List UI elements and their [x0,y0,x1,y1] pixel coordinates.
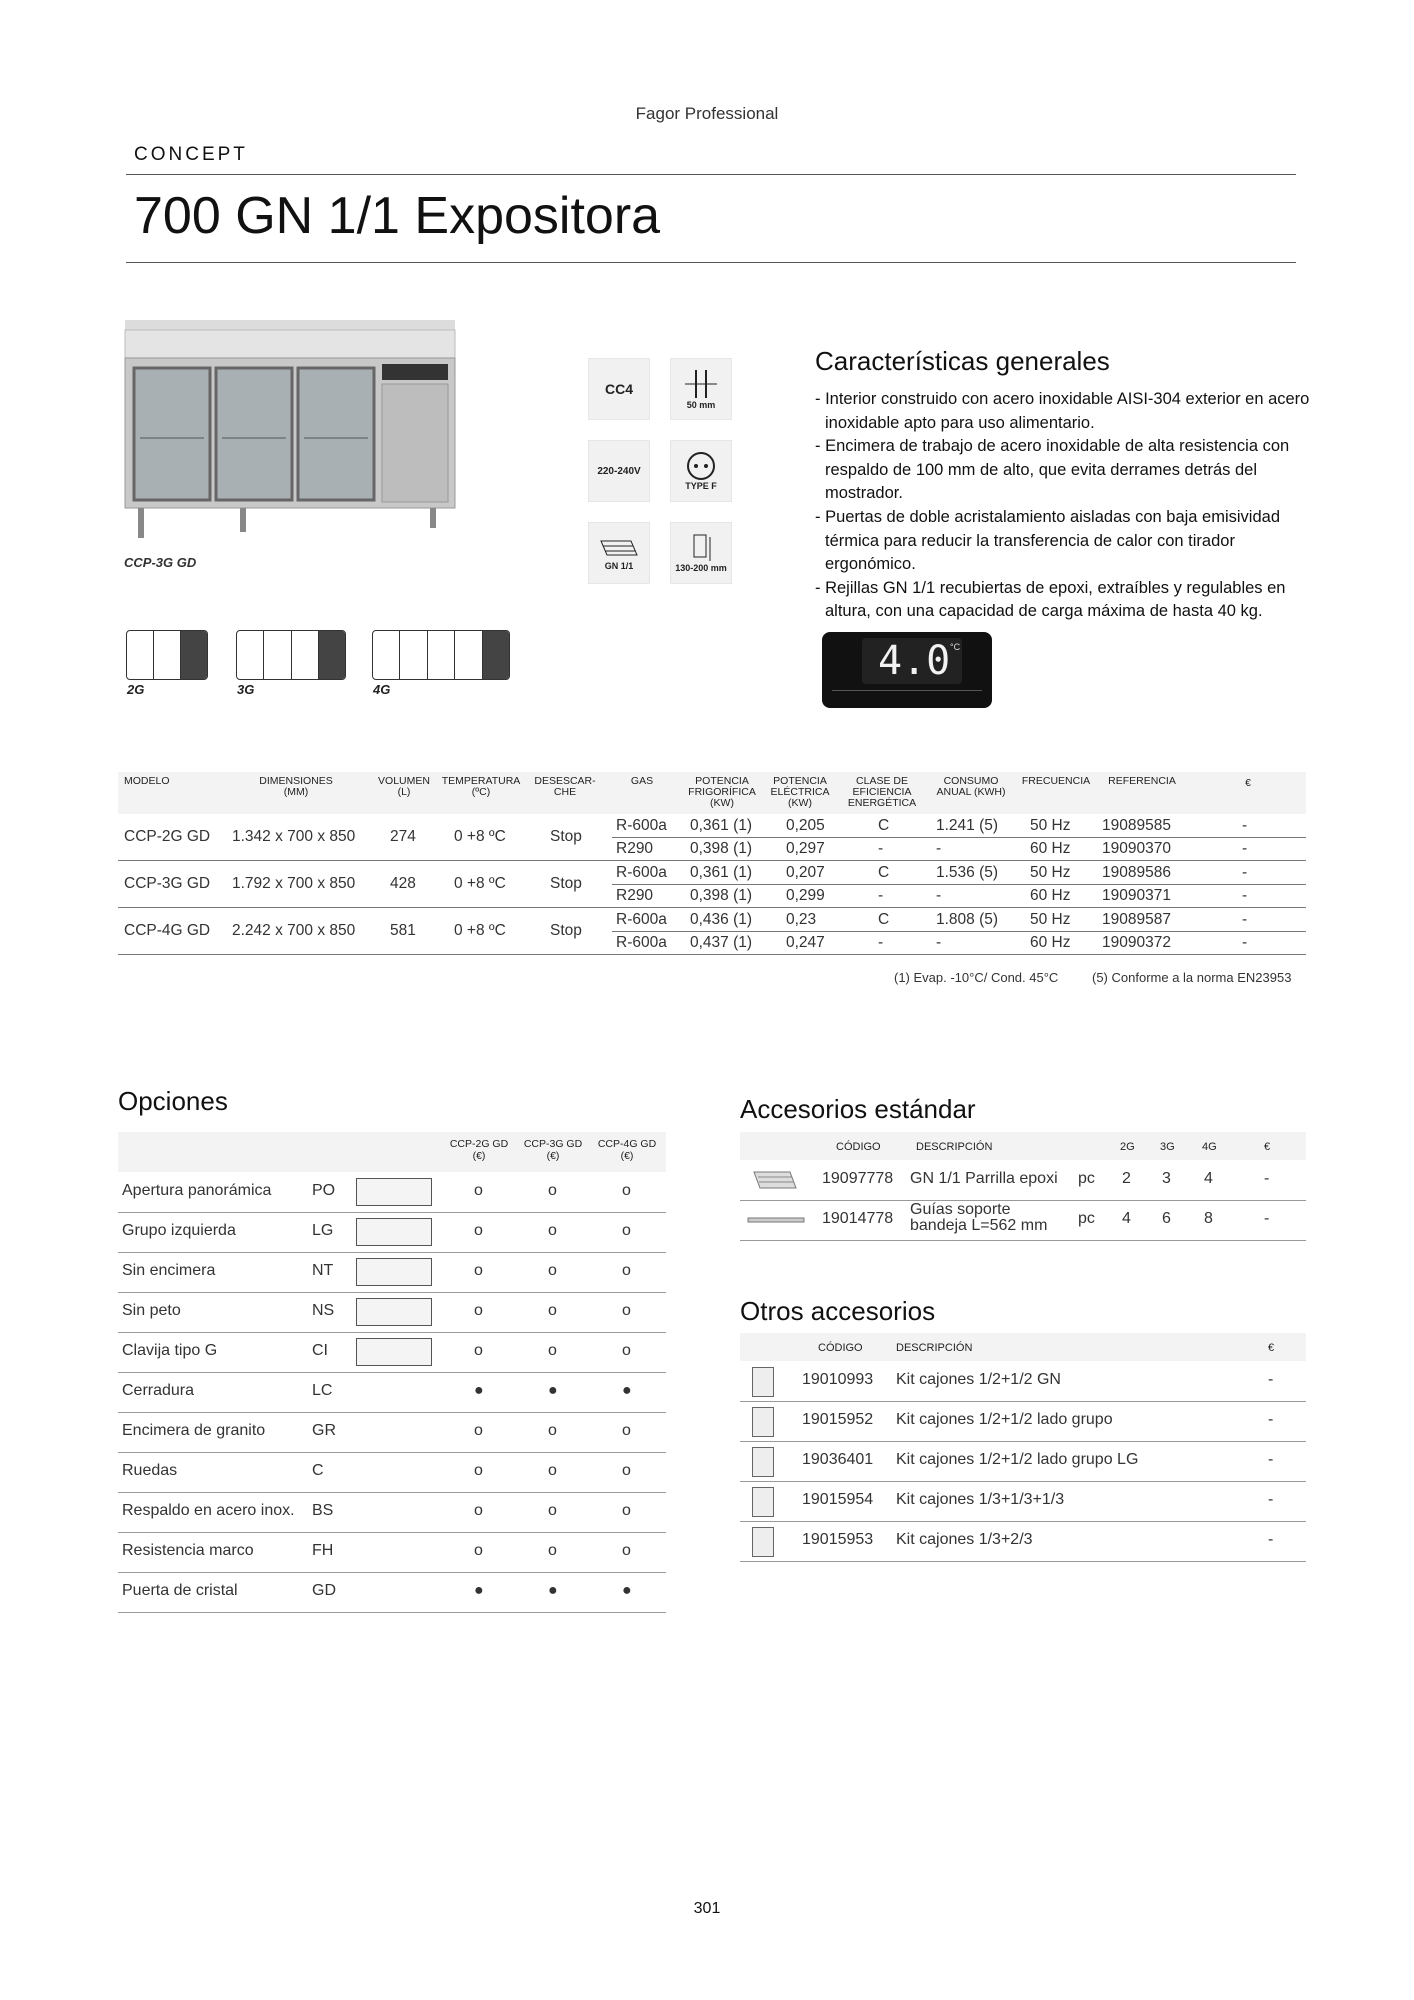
spec-desescarche: Stop [550,828,582,845]
col-frecuencia: FRECUENCIA [1021,775,1091,787]
accesorio-euro: - [1264,1210,1270,1227]
opcion-name: Grupo izquierda [122,1222,236,1239]
spec-euro: - [1242,864,1248,881]
spec-modelo: CCP-2G GD [124,828,211,845]
opcion-ccp-4g: o [622,1182,631,1199]
opcion-code: GD [312,1582,336,1599]
config-4g-diagram [372,630,510,680]
feature-item: - Rejillas GN 1/1 recubiertas de epoxi, extraíbles y regulables en altura, con una capacidad de carga máxima de hasta 40 kg. [815,578,1286,621]
opcion-code: GR [312,1422,336,1439]
col-consumo: CONSUMO ANUAL (KWH) [936,775,1006,798]
spec-gas: R-600a [616,911,667,928]
accesorio-desc-line1: Guías soporte [910,1201,1011,1218]
spec-desescarche: Stop [550,875,582,892]
spec-consumo: 1.241 (5) [936,817,999,834]
spec-pot-elec: 0,299 [786,887,825,904]
leg-height-icon [686,533,716,563]
opcion-name: Respaldo en acero inox. [122,1502,295,1519]
spec-desescarche: Stop [550,922,582,939]
col-codigo: CÓDIGO [818,1342,863,1354]
otro-accesorio-row [740,1481,1306,1522]
legs-icon [670,522,732,584]
spec-consumo: - [936,934,942,951]
opcion-diagram [356,1338,432,1366]
opcion-ccp-3g: o [548,1222,557,1239]
series-label: CONCEPT [134,144,248,165]
opcion-code: C [312,1462,324,1479]
opcion-name: Ruedas [122,1462,178,1479]
otro-accesorio-row [740,1521,1306,1562]
accesorio-desc: GN 1/1 Parrilla epoxi [910,1170,1058,1187]
otro-code: 19036401 [802,1451,874,1468]
opcion-row [118,1532,666,1573]
config-label: 3G [237,682,255,697]
spec-modelo: CCP-3G GD [124,875,211,892]
spec-pot-frig: 0,436 (1) [690,911,753,928]
gap-icon [670,358,732,420]
opcion-row [118,1292,666,1333]
opcion-ccp-4g: ● [622,1382,632,1399]
opcion-ccp-3g: o [548,1422,557,1439]
spec-gas: R290 [616,840,654,857]
drawer-kit-icon [752,1447,774,1477]
cc4-label: CC4 [604,381,633,397]
spec-temperatura: 0 +8 ºC [454,875,506,892]
row-divider [612,884,1306,885]
col-euro: € [1264,1141,1271,1153]
spec-referencia: 19090372 [1102,934,1171,951]
opcion-ccp-2g: o [474,1502,483,1519]
spec-clase: - [878,840,884,857]
opcion-name: Cerradura [122,1382,195,1399]
spec-consumo: 1.808 (5) [936,911,999,928]
opcion-ccp-3g: o [548,1462,557,1479]
plug-icon [670,440,732,502]
opcion-ccp-2g: ● [474,1582,484,1599]
opcion-ccp-2g: o [474,1262,483,1279]
col-4g: 4G [1202,1141,1217,1153]
col-2g: 2G [1120,1141,1135,1153]
page-number: 301 [693,1900,721,1917]
spec-clase: C [878,911,890,928]
features-list [815,388,1315,624]
accesorios-header [740,1132,1306,1160]
opcion-ccp-3g: ● [548,1382,558,1399]
divider [126,174,1296,175]
opcion-ccp-4g: o [622,1342,631,1359]
accesorio-4g: 4 [1204,1170,1213,1187]
col-ccp-4g: CCP-4G GD (€) [597,1138,657,1162]
opcion-code: NT [312,1262,334,1279]
spec-referencia: 19089586 [1102,864,1171,881]
opciones-header [118,1132,666,1172]
tray-icon [597,535,641,561]
opcion-ccp-2g: o [474,1342,483,1359]
spec-clase: C [878,864,890,881]
otro-accesorio-row [740,1441,1306,1482]
opcion-diagram [356,1178,432,1206]
spec-gas: R-600a [616,864,667,881]
spec-dimensiones: 2.242 x 700 x 850 [232,922,356,939]
opcion-ccp-4g: o [622,1462,631,1479]
feature-item: - Encimera de trabajo de acero inoxidable de alta resistencia con respaldo de 100 mm de alto, que evita derrames detrás del mostrador. [815,437,1290,503]
grid-shelf-icon [752,1168,798,1192]
drawer-kit-icon [752,1527,774,1557]
spec-clase: - [878,887,884,904]
spec-pot-elec: 0,247 [786,934,825,951]
otro-desc: Kit cajones 1/3+2/3 [896,1531,1033,1548]
gap-label: 50 mm [686,400,716,410]
product-image [120,318,470,543]
col-euro: € [1245,777,1251,789]
spec-frecuencia: 50 Hz [1030,864,1071,881]
spec-table-header [118,772,1306,814]
accesorio-2g: 2 [1122,1170,1131,1187]
spec-pot-frig: 0,437 (1) [690,934,753,951]
opcion-name: Sin peto [122,1302,181,1319]
otro-euro: - [1268,1451,1274,1468]
opcion-ccp-4g: o [622,1302,631,1319]
col-pot-elec: POTENCIA ELÉCTRICA (KW) [770,775,830,809]
spec-volumen: 428 [390,875,416,892]
opcion-code: LG [312,1222,334,1239]
spec-euro: - [1242,817,1248,834]
drawer-kit-icon [752,1487,774,1517]
opcion-name: Sin encimera [122,1262,216,1279]
otro-accesorio-row [740,1361,1306,1402]
accesorio-unit: pc [1078,1210,1095,1227]
opciones-title: Opciones [118,1086,228,1116]
spec-euro: - [1242,840,1248,857]
brand-header: Fagor Professional [635,104,779,123]
voltage-label: 220-240V [597,465,641,477]
spec-pot-elec: 0,297 [786,840,825,857]
spec-frecuencia: 50 Hz [1030,817,1071,834]
accesorio-code: 19014778 [822,1210,894,1227]
col-descripcion: DESCRIPCIÓN [916,1141,993,1153]
otro-accesorio-row [740,1401,1306,1442]
opcion-ccp-2g: o [474,1222,483,1239]
accesorios-title: Accesorios estándar [740,1094,976,1124]
opcion-row [118,1492,666,1533]
col-clase: CLASE DE EFICIENCIA ENERGÉTICA [847,775,917,809]
spec-consumo: - [936,887,942,904]
spec-consumo: 1.536 (5) [936,864,999,881]
cc4-icon [588,358,650,420]
opcion-ccp-4g: ● [622,1582,632,1599]
opcion-row [118,1572,666,1613]
product-caption: CCP-3G GD [124,555,197,570]
config-3g-diagram [236,630,346,680]
footnote-1: (1) Evap. -10°C/ Cond. 45°C [894,970,1059,985]
spec-frecuencia: 60 Hz [1030,934,1071,951]
spec-gas: R-600a [616,817,667,834]
spec-pot-elec: 0,23 [786,911,817,928]
spec-gas: R-600a [616,934,667,951]
opcion-name: Clavija tipo G [122,1342,218,1359]
otro-code: 19015953 [802,1531,874,1548]
col-gas: GAS [630,775,654,787]
spec-pot-frig: 0,398 (1) [690,887,753,904]
opcion-row [118,1212,666,1253]
spec-volumen: 581 [390,922,416,939]
opcion-code: LC [312,1382,333,1399]
temperature-display [822,632,992,708]
spec-frecuencia: 60 Hz [1030,840,1071,857]
opcion-row [118,1172,666,1213]
col-codigo: CÓDIGO [836,1141,881,1153]
gap-symbol-icon [683,368,719,400]
spec-clase: - [878,934,884,951]
opcion-name: Apertura panorámica [122,1182,272,1199]
voltage-icon [588,440,650,502]
spec-euro: - [1242,934,1248,951]
opcion-code: PO [312,1182,336,1199]
spec-referencia: 19089585 [1102,817,1171,834]
opcion-name: Encimera de granito [122,1422,266,1439]
opcion-ccp-3g: o [548,1182,557,1199]
display-value: 4.0 [878,638,951,684]
features-title: Características generales [815,346,1110,376]
opcion-code: CI [312,1342,328,1359]
col-ccp-2g: CCP-2G GD (€) [449,1138,509,1162]
accesorio-2g: 4 [1122,1210,1131,1227]
accesorio-row [740,1200,1306,1241]
col-referencia: REFERENCIA [1108,775,1176,787]
opcion-ccp-2g: o [474,1462,483,1479]
otro-desc: Kit cajones 1/2+1/2 GN [896,1371,1061,1388]
opcion-ccp-3g: ● [548,1582,558,1599]
otro-desc: Kit cajones 1/3+1/3+1/3 [896,1491,1065,1508]
opcion-ccp-2g: o [474,1182,483,1199]
row-divider [118,860,1306,861]
accesorio-code: 19097778 [822,1170,894,1187]
otro-desc: Kit cajones 1/2+1/2 lado grupo [896,1411,1113,1428]
col-pot-frig: POTENCIA FRIGORÍFICA (KW) [688,775,756,809]
display-unit: °C [950,642,961,652]
gn-icon [588,522,650,584]
spec-euro: - [1242,887,1248,904]
accesorio-4g: 8 [1204,1210,1213,1227]
opcion-ccp-3g: o [548,1302,557,1319]
col-modelo: MODELO [124,775,170,787]
socket-icon [686,451,716,481]
opcion-ccp-2g: o [474,1422,483,1439]
config-label: 4G [373,682,391,697]
spec-referencia: 19090370 [1102,840,1171,857]
opcion-ccp-3g: o [548,1502,557,1519]
footnote-5: (5) Conforme a la norma EN23953 [1092,970,1292,985]
col-3g: 3G [1160,1141,1175,1153]
opcion-ccp-4g: o [622,1542,631,1559]
otro-code: 19015952 [802,1411,874,1428]
opcion-ccp-3g: o [548,1262,557,1279]
col-temperatura: TEMPERATURA (ºC) [441,775,521,798]
opcion-name: Resistencia marco [122,1542,254,1559]
drawer-kit-icon [752,1367,774,1397]
feature-item: - Interior construido con acero inoxidable AISI-304 exterior en acero inoxidable apto para uso alimentario. [815,390,1310,432]
row-divider [612,931,1306,932]
opcion-ccp-3g: o [548,1542,557,1559]
opcion-row [118,1332,666,1373]
opcion-row [118,1372,666,1413]
spec-pot-frig: 0,361 (1) [690,864,753,881]
opcion-row [118,1252,666,1293]
opcion-name: Puerta de cristal [122,1582,238,1599]
otro-euro: - [1268,1411,1274,1428]
otros-title: Otros accesorios [740,1296,936,1326]
opcion-ccp-4g: o [622,1422,631,1439]
plug-label: TYPE F [685,481,717,491]
gn-label: GN 1/1 [604,561,634,571]
spec-frecuencia: 60 Hz [1030,887,1071,904]
opcion-ccp-2g: o [474,1542,483,1559]
spec-volumen: 274 [390,828,416,845]
divider [126,262,1296,263]
otro-desc: Kit cajones 1/2+1/2 lado grupo LG [896,1451,1139,1468]
otro-euro: - [1268,1371,1274,1388]
otro-code: 19015954 [802,1491,874,1508]
opcion-ccp-4g: o [622,1222,631,1239]
opcion-ccp-4g: o [622,1262,631,1279]
opcion-row [118,1412,666,1453]
col-volumen: VOLUMEN (L) [378,775,430,798]
col-ccp-3g: CCP-3G GD (€) [523,1138,583,1162]
row-divider [118,907,1306,908]
spec-frecuencia: 50 Hz [1030,911,1071,928]
spec-pot-frig: 0,398 (1) [690,840,753,857]
opcion-diagram [356,1218,432,1246]
col-desescarche: DESESCAR-CHE [534,775,596,798]
page-title: 700 GN 1/1 Expositora [134,187,661,245]
opcion-ccp-2g: o [474,1302,483,1319]
col-euro: € [1268,1342,1275,1354]
spec-gas: R290 [616,887,654,904]
otro-euro: - [1268,1491,1274,1508]
drawer-kit-icon [752,1407,774,1437]
accesorio-3g: 6 [1162,1210,1171,1227]
opcion-ccp-3g: o [548,1342,557,1359]
opcion-row [118,1452,666,1493]
legs-label: 130-200 mm [675,563,727,573]
row-divider [118,954,1306,955]
row-divider [612,837,1306,838]
spec-dimensiones: 1.342 x 700 x 850 [232,828,356,845]
otro-code: 19010993 [802,1371,874,1388]
spec-temperatura: 0 +8 ºC [454,828,506,845]
accesorio-unit: pc [1078,1170,1095,1187]
spec-modelo: CCP-4G GD [124,922,211,939]
spec-temperatura: 0 +8 ºC [454,922,506,939]
config-2g-diagram [126,630,208,680]
opcion-code: FH [312,1542,334,1559]
opcion-ccp-2g: ● [474,1382,484,1399]
opcion-code: BS [312,1502,334,1519]
spec-pot-elec: 0,207 [786,864,825,881]
accesorio-row [740,1160,1306,1201]
col-descripcion: DESCRIPCIÓN [896,1342,973,1354]
spec-referencia: 19089587 [1102,911,1171,928]
opcion-diagram [356,1298,432,1326]
spec-dimensiones: 1.792 x 700 x 850 [232,875,356,892]
otros-header [740,1333,1306,1361]
otro-euro: - [1268,1531,1274,1548]
col-dimensiones: DIMENSIONES (MM) [259,775,333,798]
accesorio-3g: 3 [1162,1170,1171,1187]
opcion-diagram [356,1258,432,1286]
spec-consumo: - [936,840,942,857]
spec-pot-frig: 0,361 (1) [690,817,753,834]
spec-clase: C [878,817,890,834]
opcion-code: NS [312,1302,335,1319]
spec-referencia: 19090371 [1102,887,1171,904]
spec-euro: - [1242,911,1248,928]
accesorio-euro: - [1264,1170,1270,1187]
opcion-ccp-4g: o [622,1502,631,1519]
rail-guide-icon [746,1214,806,1226]
feature-item: - Puertas de doble acristalamiento aisladas con baja emisividad térmica para reducir la transferencia de calor con tirador ergonómico. [815,507,1281,574]
config-label: 2G [127,682,145,697]
spec-pot-elec: 0,205 [786,817,825,834]
accesorio-desc-line2: bandeja L=562 mm [910,1217,1048,1234]
